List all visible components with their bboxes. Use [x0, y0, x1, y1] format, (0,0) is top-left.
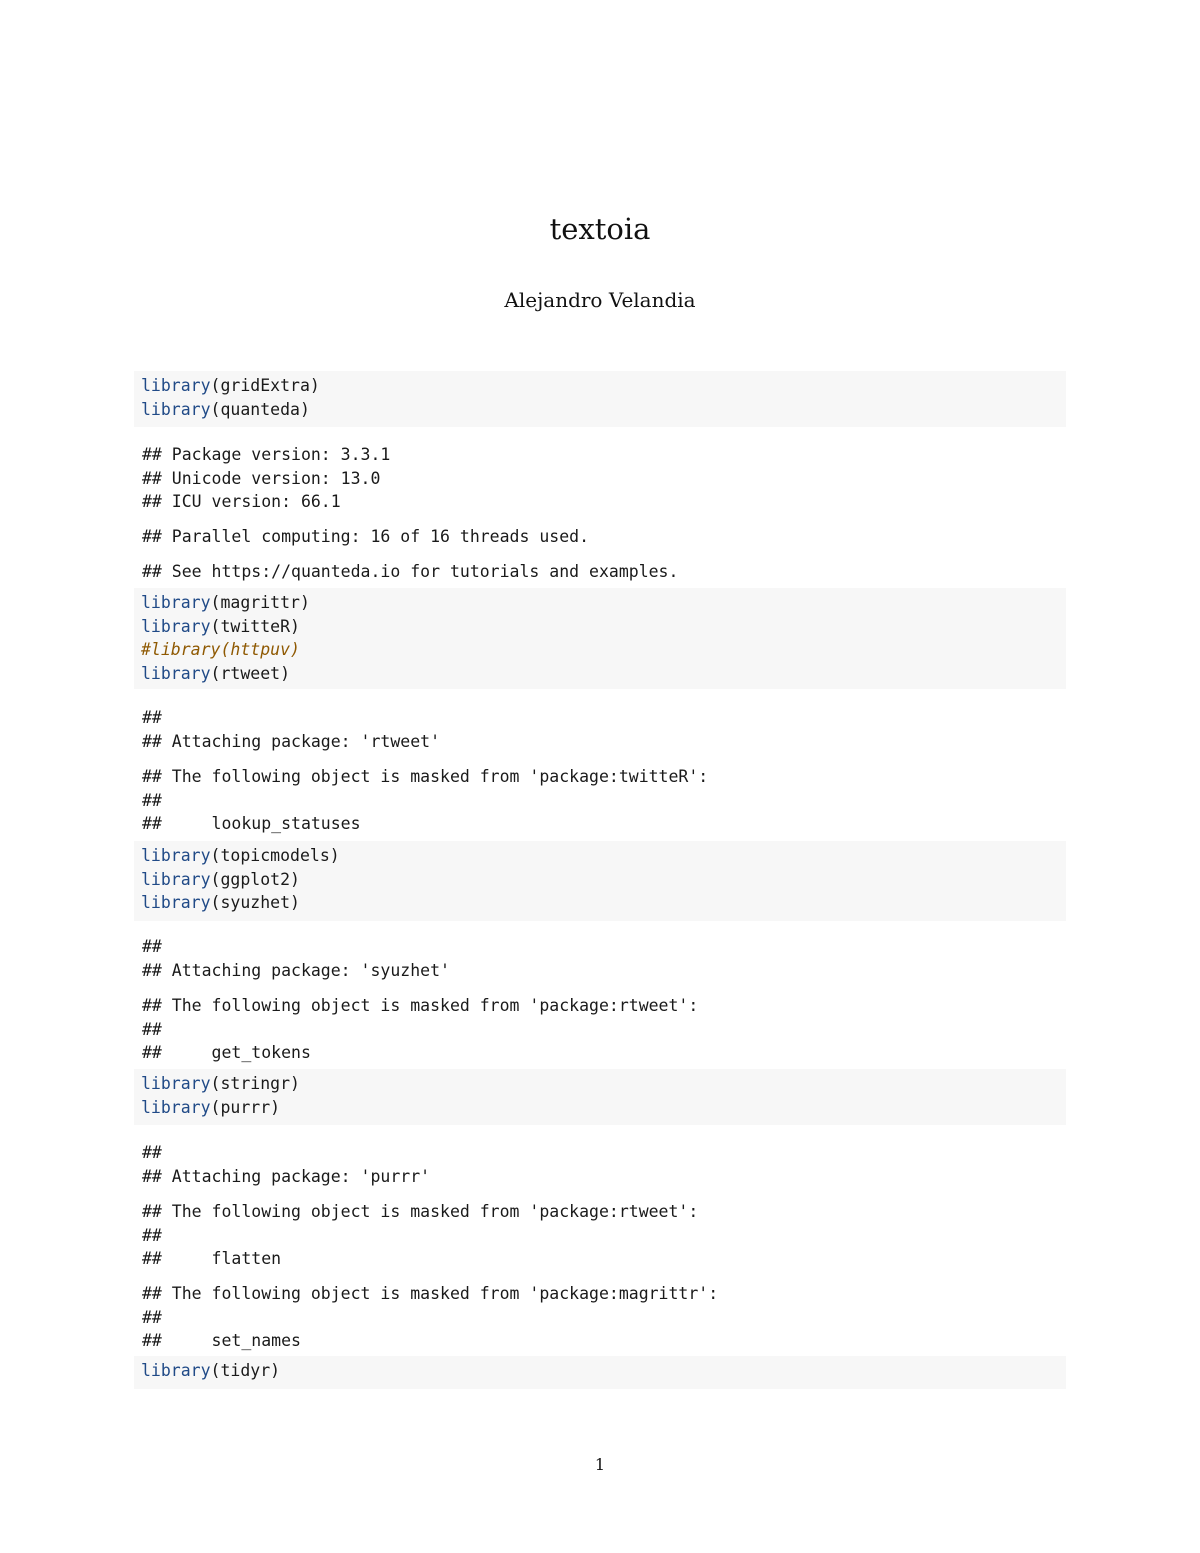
- output-chunk: [134, 1282, 1066, 1353]
- output-line: ## See https://quanteda.io for tutorials and examples.: [142, 562, 679, 581]
- output-line: ##: [142, 708, 162, 727]
- output-chunk: [134, 765, 1066, 836]
- output-line: ## flatten: [142, 1249, 282, 1268]
- code-line: library(tidyr): [141, 1361, 281, 1380]
- output-line: ## The following object is masked from 'package:rtweet':: [142, 996, 699, 1015]
- output-chunk: [134, 935, 1066, 982]
- output-chunk: [134, 706, 1066, 753]
- code-line: library(gridExtra): [141, 376, 320, 395]
- output-line: ## The following object is masked from 'package:rtweet':: [142, 1202, 699, 1221]
- output-line: ## Attaching package: 'purrr': [142, 1166, 431, 1186]
- output-line: ## set_names: [142, 1331, 301, 1350]
- output-chunk: [134, 1200, 1066, 1271]
- output-line: ##: [142, 1225, 162, 1245]
- output-line: ## Unicode version: 13.0: [142, 468, 381, 488]
- output-chunk: [134, 560, 1066, 584]
- page-number: 1: [594, 1455, 606, 1474]
- output-line: ##: [142, 937, 162, 956]
- output-line: ## The following object is masked from 'package:twitteR':: [142, 767, 709, 786]
- output-line: ##: [142, 1019, 162, 1039]
- code-chunk: [134, 1356, 1066, 1389]
- document-author: Alejandro Velandia: [504, 288, 696, 312]
- output-line: ##: [142, 790, 162, 810]
- code-line: library(purrr): [141, 1097, 281, 1117]
- output-line: ## The following object is masked from 'package:magrittr':: [142, 1284, 719, 1303]
- document-title: textoia: [549, 212, 651, 246]
- output-line: ## Package version: 3.3.1: [142, 445, 391, 464]
- code-chunk: [134, 841, 1066, 921]
- code-line: library(rtweet): [141, 663, 291, 683]
- output-line: ## Parallel computing: 16 of 16 threads used.: [142, 527, 590, 546]
- code-chunk: [134, 588, 1066, 689]
- code-line: library(twitteR): [141, 616, 300, 636]
- output-line: ## lookup_statuses: [142, 814, 361, 833]
- output-line: ## Attaching package: 'syuzhet': [142, 960, 450, 980]
- code-chunk: [134, 371, 1066, 427]
- code-chunk: [134, 1069, 1066, 1125]
- code-line: library(ggplot2): [141, 869, 300, 889]
- code-line: library(stringr): [141, 1074, 300, 1093]
- output-line: ##: [142, 1143, 162, 1162]
- output-chunk: [134, 994, 1066, 1065]
- output-chunk: [134, 525, 1066, 549]
- code-line: library(magrittr): [141, 593, 310, 612]
- output-line: ## get_tokens: [142, 1043, 311, 1062]
- code-line: library(topicmodels): [141, 846, 340, 865]
- code-line: library(quanteda): [141, 399, 310, 419]
- output-chunk: [134, 1141, 1066, 1188]
- code-line: library(syuzhet): [141, 893, 300, 912]
- output-line: ## ICU version: 66.1: [142, 492, 341, 511]
- output-line: ##: [142, 1307, 162, 1327]
- output-chunk: [134, 443, 1066, 514]
- output-line: ## Attaching package: 'rtweet': [142, 731, 441, 751]
- code-comment-line: #library(httpuv): [141, 640, 300, 659]
